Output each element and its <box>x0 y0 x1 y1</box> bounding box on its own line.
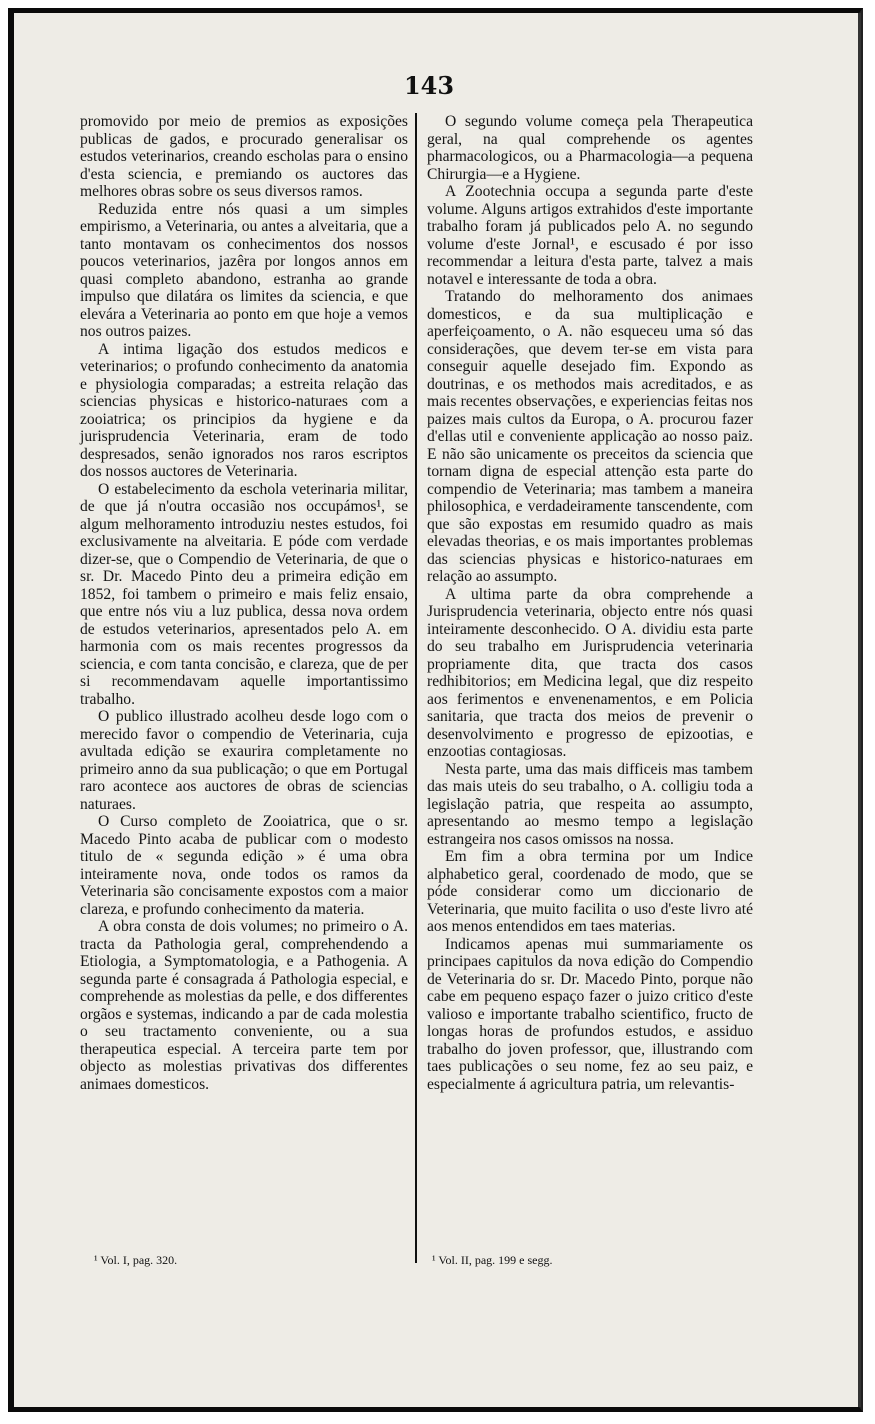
footnote-right: ¹ Vol. II, pag. 199 e segg. <box>432 1253 553 1267</box>
paragraph: O publico illustrado acolheu desde logo com o merecido favor o compendio de Veterinaria, cuja avultada edição se exaurira completamente no primeiro anno da sua publicação; o que em Portugal raro acontece aos auctores de obras de sciencias naturaes. <box>80 708 408 813</box>
page <box>14 13 859 1407</box>
paragraph: O Curso completo de Zooiatrica, que o sr. Macedo Pinto acaba de publicar com o modesto titulo de « segunda edição » é uma obra inteiramente nova, onde todos os ramos da Veterinaria são concisamente expostos com a maior clareza, e profundo conhecimento da materia. <box>80 813 408 918</box>
paragraph: Reduzida entre nós quasi a um simples empirismo, a Veterinaria, ou antes a alveitaria, que a tanto montavam os conhecimentos dos nossos poucos veterinarios, jazêra por longos annos em quasi completo abandono, estranha ao grande impulso que dilatára os limites da sciencia, e que elevára a Veterinaria ao ponto em que hoje a vemos nos outros paizes. <box>80 200 408 340</box>
paragraph: Em fim a obra termina por um Indice alphabetico geral, coordenado de modo, que se póde considerar como um diccionario de Veterinaria, que muito facilita o uso d'este livro até aos menos entendidos em taes materias. <box>427 848 753 935</box>
paragraph: O estabelecimento da eschola veterinaria militar, de que já n'outra occasião nos occupámos¹, se algum melhoramento introduziu nestes estudos, foi exclusivamente na alveitaria. E póde com verdade dizer-se, que o Compendio de Veterinaria, de que o sr. Dr. Macedo Pinto deu a primeira edição em 1852, foi tambem o primeiro e mais feliz ensaio, que entre nós viu a luz publica, dessa nova ordem de estudos veterinarios, apresentados pelo A. em harmonia com os mais recentes progressos da sciencia, e com tanta concisão, e clareza, que de per si recommendavam aquelle importantissimo trabalho. <box>80 480 408 708</box>
paragraph: promovido por meio de premios as exposições publicas de gados, e procurado generalisar os estudos veterinarios, creando escholas para o ensino d'esta sciencia, e premiando os auctores das melhores obras sobre os seus diversos ramos. <box>80 113 408 200</box>
paragraph: Nesta parte, uma das mais difficeis mas tambem das mais uteis do seu trabalho, o A. colligiu toda a legislação patria, que respeita ao assumpto, apresentando ao mesmo tempo a legislação estrangeira nos casos omissos na nossa. <box>427 760 753 848</box>
paragraph: A ultima parte da obra comprehende a Jurisprudencia veterinaria, objecto entre nós quasi inteiramente desconhecido. O A. dividiu esta parte do seu trabalho em Jurisprudencia veterinaria propriamente dita, que tracta dos casos redhibitorios; em Medicina legal, que diz respeito aos ferimentos e envenenamentos, e em Policia sanitaria, que tracta dos meios de prevenir o desenvolvimento e progresso de epizootias, e enzootias contagiosas. <box>427 585 753 760</box>
paragraph: Indicamos apenas mui summariamente os principaes capitulos da nova edição do Compendio de Veterinaria do sr. Dr. Macedo Pinto, porque não cabe em pequeno espaço fazer o juizo critico d'este valioso e importante trabalho scientifico, fructo de longas horas de profundos estudos, e assiduo trabalho do joven professor, que, illustrando com taes publicações o seu nome, fez ao seu paiz, e especialmente á agricultura patria, um relevantis- <box>427 935 753 1093</box>
paragraph: A intima ligação dos estudos medicos e veterinarios; o profundo conhecimento da anatomia e physiologia comparadas; a estreita relação das sciencias physicas e historico-naturaes com a zooiatrica; os principios da hygiene e da jurisprudencia Veterinaria, eram de todo despresados, senão ignorados nos raros escriptos dos nossos auctores de Veterinaria. <box>80 340 408 480</box>
page-edge <box>858 13 861 1407</box>
column-divider <box>415 113 417 1263</box>
paragraph: Tratando do melhoramento dos animaes domesticos, e da sua multiplicação e aperfeiçoamento, o A. não esqueceu uma só das considerações, que devem ter-se em vista para conseguir aquelle desejado fim. Expondo as doutrinas, e os methodos mais acreditados, e as mais recentes observações, e experiencias feitas nos paizes mais cultos da Europa, o A. procurou fazer d'ellas util e conveniente applicação ao nosso paiz. E não são unicamente os preceitos da sciencia que tornam digna de especial attenção esta parte do compendio de Veterinaria; mas tambem a maneira philosophica, e verdadeiramente tanscendente, com que são expostas em resumido quadro as mais elevadas theorias, e os mais importantes problemas das sciencias physicas e historico-naturaes em relação ao assumpto. <box>427 288 753 585</box>
paragraph: A obra consta de dois volumes; no primeiro o A. tracta da Pathologia geral, comprehendendo a Etiologia, a Symptomatologia, e a Pathogenia. A segunda parte é consagrada á Pathologia especial, e comprehende as molestias da pelle, e dos differentes orgãos e systemas, indicando a par de cada molestia o seu tractamento conveniente, ou a sua therapeutica especial. A terceira parte tem por objecto as molestias privativas dos differentes animaes domesticos. <box>80 918 408 1093</box>
page-frame <box>8 8 863 1412</box>
right-column <box>427 113 753 1093</box>
page-number: 143 <box>403 71 455 100</box>
paragraph: A Zootechnia occupa a segunda parte d'este volume. Alguns artigos extrahidos d'este importante trabalho foram já publicados pelo A. no segundo volume d'este Jornal¹, e escusado é por isso recommendar a leitura d'esta parte, talvez a mais notavel e interessante de toda a obra. <box>427 183 753 288</box>
paragraph: O segundo volume começa pela Therapeutica geral, na qual comprehende os agentes pharmacologicos, ou a Pharmacologia—a pequena Chirurgia—e a Hygiene. <box>427 113 753 183</box>
left-column <box>80 113 408 1093</box>
footnote-left: ¹ Vol. I, pag. 320. <box>94 1253 178 1267</box>
